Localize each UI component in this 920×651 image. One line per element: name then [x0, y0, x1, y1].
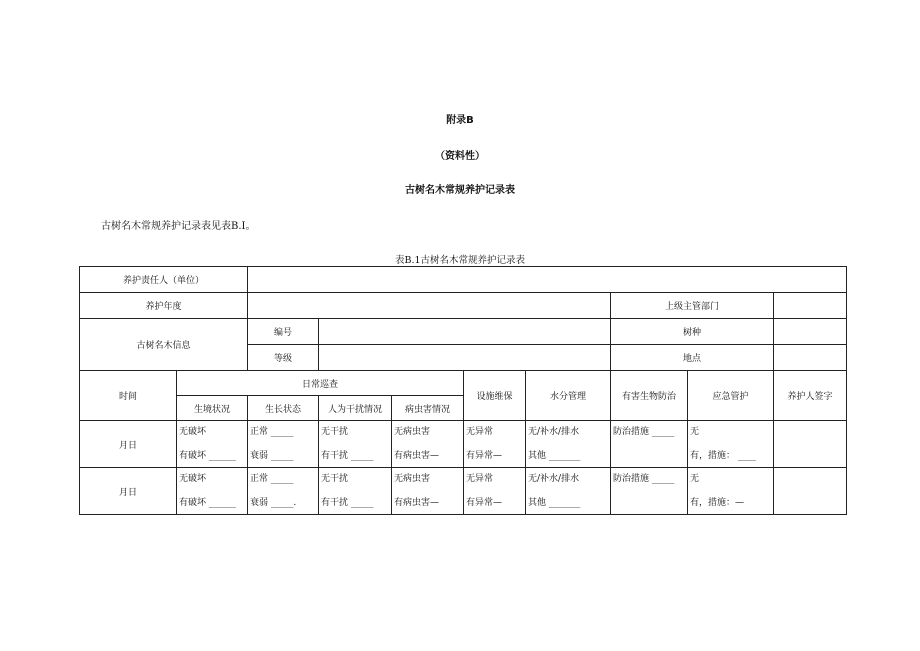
tree-info-label: 古树名木信息	[80, 319, 248, 371]
table-caption: 表B.1古树名木常规养护记录表	[394, 255, 526, 266]
responsible-value[interactable]	[248, 267, 847, 293]
code-label: 编号	[248, 319, 319, 345]
dept-label: 上级主管部门	[611, 293, 774, 319]
water-header: 水分管理	[526, 371, 611, 421]
record-date[interactable]: 月日	[80, 421, 177, 468]
growth-cell[interactable]: 正常 _____ 衰弱 _____	[248, 421, 319, 468]
appendix-nature: （资料性）	[435, 151, 485, 162]
year-value[interactable]	[248, 293, 611, 319]
table-row	[80, 293, 847, 319]
species-label: 树种	[611, 319, 774, 345]
document-title: 古树名木常规养护记录表	[405, 185, 515, 196]
signature-cell[interactable]	[774, 468, 847, 515]
code-value[interactable]	[319, 319, 611, 345]
time-header: 时间	[80, 371, 177, 421]
table-row	[80, 421, 847, 468]
environment-header: 生境状况	[177, 396, 248, 421]
facility-cell[interactable]: 无异常 有异常—	[464, 421, 526, 468]
pest-header: 病虫害情况	[392, 396, 464, 421]
pest-control-cell[interactable]: 防治措施 _____	[611, 421, 688, 468]
growth-cell[interactable]: 正常 _____ 衰弱 _____.	[248, 468, 319, 515]
pest-cell[interactable]: 无病虫害 有病虫害—	[392, 421, 464, 468]
intro-paragraph: 古树名木常规养护记录表见表B.I。	[101, 221, 256, 232]
growth-header: 生长状态	[248, 396, 319, 421]
pest-control-header: 有害生物防治	[611, 371, 688, 421]
location-value[interactable]	[774, 345, 847, 371]
disturb-cell[interactable]: 无干扰 有干扰 _____	[319, 468, 392, 515]
dept-value[interactable]	[774, 293, 847, 319]
daily-patrol-header: 日常巡查	[177, 371, 464, 396]
grade-label: 等级	[248, 345, 319, 371]
water-cell[interactable]: 无/补水/排水 其他 _______	[526, 421, 611, 468]
responsible-label: 养护责任人（单位）	[80, 267, 248, 293]
record-date[interactable]: 月日	[80, 468, 177, 515]
facility-cell[interactable]: 无异常 有异常—	[464, 468, 526, 515]
species-value[interactable]	[774, 319, 847, 345]
table-row	[80, 468, 847, 515]
signature-header: 养护人签字	[774, 371, 847, 421]
grade-value[interactable]	[319, 345, 611, 371]
appendix-heading: 附录B	[446, 115, 474, 126]
table-row	[80, 319, 847, 345]
emergency-cell[interactable]: 无 有，措施：—	[688, 468, 774, 515]
maintenance-record-table	[79, 266, 847, 515]
table-row	[80, 267, 847, 293]
signature-cell[interactable]	[774, 421, 847, 468]
emergency-header: 应急管护	[688, 371, 774, 421]
year-label: 养护年度	[80, 293, 248, 319]
table-header-row	[80, 371, 847, 396]
location-label: 地点	[611, 345, 774, 371]
facility-header: 设施维保	[464, 371, 526, 421]
pest-control-cell[interactable]: 防治措施 _____	[611, 468, 688, 515]
environment-cell[interactable]: 无破坏 有破坏 ______	[177, 421, 248, 468]
water-cell[interactable]: 无/补水/排水 其他 _______	[526, 468, 611, 515]
disturb-cell[interactable]: 无干扰 有干扰 _____	[319, 421, 392, 468]
disturb-header: 人为干扰情况	[319, 396, 392, 421]
emergency-cell[interactable]: 无 有，措施： ____	[688, 421, 774, 468]
pest-cell[interactable]: 无病虫害 有病虫害—	[392, 468, 464, 515]
environment-cell[interactable]: 无破坏 有破坏 ______	[177, 468, 248, 515]
